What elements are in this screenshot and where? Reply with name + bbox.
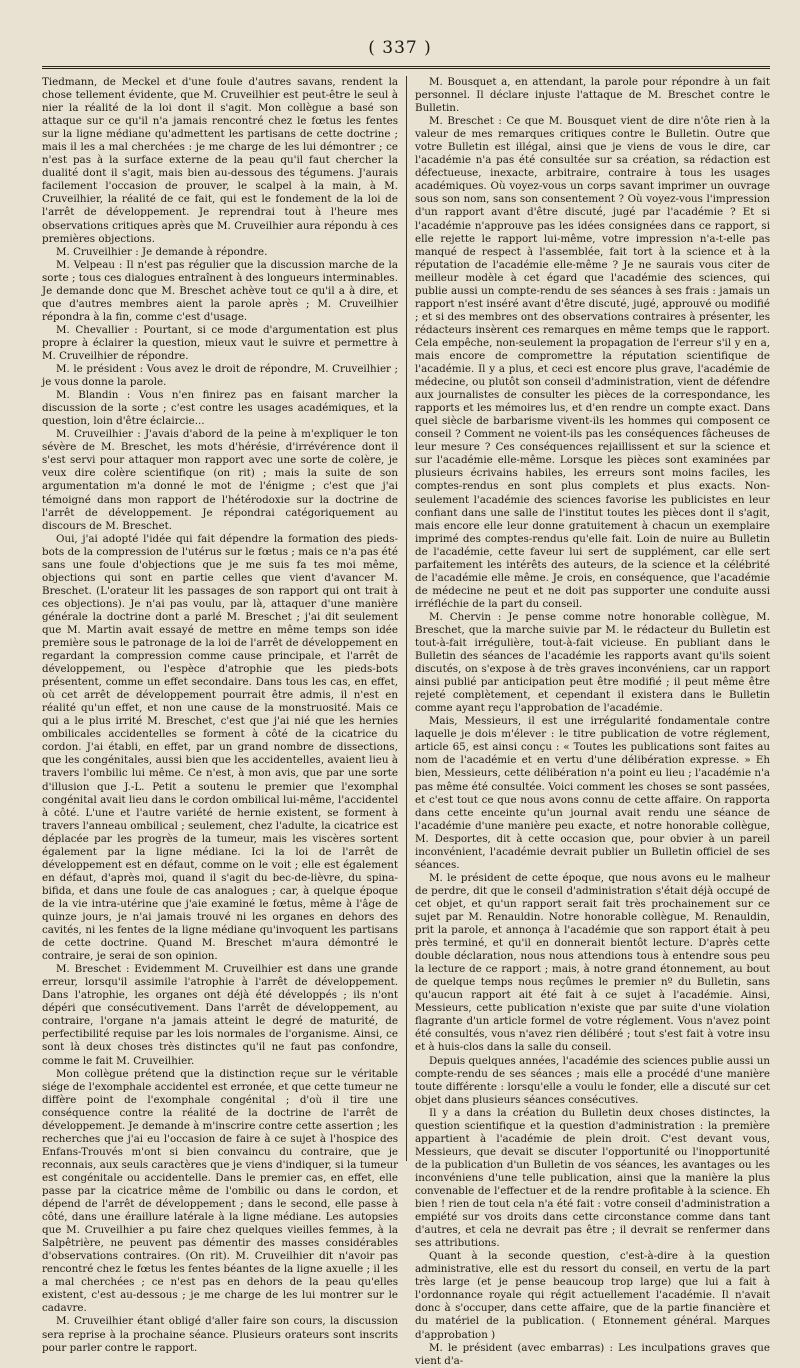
paragraph: Il y a dans la création du Bulletin deux choses distinctes, la question scientifique et la question d'administration : la première appartient à l'académie de plein droit. C'est devant vous, Messieurs, que devait se discuter l'opportunité ou l'inopportunité de la publication d'un Bulletin de vos séances, les avantages ou les inconvéniens d'une telle publication, ainsi que la manière la plus convenable de l'effectuer et de la rendre profitable à la science. Eh bien ! rien de tout cela n'a été fait : votre conseil d'administration a empiété sur vos droits dans cette circonstance comme dans tant d'autres, et cela ne devrait pas être ; il devrait se renfermer dans ses attributions. bbox=[415, 1106, 770, 1250]
paragraph: M. le président : Vous avez le droit de répondre, M. Cruveilhier ; je vous donne la parole. bbox=[42, 363, 398, 389]
paragraph: M. Velpeau : Il n'est pas régulier que la discussion marche de la sorte ; tous ces dialogues entraînent à des longueurs interminables. Je demande donc que M. Breschet achève tout ce qu'il a à dire, et que d'autres membres aient la parole après ; M. Cruveilhier répondra à la fin, comme c'est d'usage. bbox=[42, 258, 398, 323]
paragraph: Quant à la seconde question, c'est-à-dire à la question administrative, elle est du ressort du conseil, en vertu de la part très large (et je pense beaucoup trop large) que lui a fait à l'ordonnance royale qui régit actuellement l'académie. Il n'avait donc à s'occuper, dans cette affaire, que de la partie financière et du matériel de la publication. ( Etonnement général. Marques d'approbation ) bbox=[415, 1250, 770, 1341]
paragraph: M. Cruveilhier : Je demande à répondre. bbox=[56, 245, 268, 258]
paragraph: Tiedmann, de Meckel et d'une foule d'autres savans, rendent la chose tellement évidente, que M. Cruveilhier est peut-être le seul à nier la réalité de la loi dont il s'agit. Mon collègue a basé son attaque sur ce qu'il n'a jamais rencontré chez le fœtus les fentes sur la ligne médiane qu'admettent les partisans de cette doctrine ; mais il les a mal cherchées : je me charge de les lui démontrer ; ce n'est pas à la surface externe de la peau qu'il faut chercher la dualité dont il s'agit, mais bien au-dessous des tégumens. J'aurais facilement l'occasion de prouver, le scalpel à la main, à M. Cruveilhier, la réalité de ce fait, qui est le fondement de la loi de l'arrêt de développement. Je reprendrai tout à l'heure mes observations critiques après que M. Cruveilhier aura répondu à ces premières objections. bbox=[42, 76, 398, 245]
paragraph: M. Bousquet a, en attendant, la parole pour répondre à un fait personnel. Il déclare injuste l'attaque de M. Breschet contre le Bulletin. bbox=[415, 76, 770, 115]
paragraph: M. Breschet : Evidemment M. Cruveilhier est dans une grande erreur, lorsqu'il assimile l'atrophie à l'arrêt de développement. Dans l'atrophie, les organes ont déjà été développés ; ils n'ont dépéri que consécutivement. Dans l'arrêt de développement, au contraire, l'organe n'a jamais atteint le degré de maturité, de perfectibilité requise par les lois normales de l'organisme. Ainsi, ce sont là deux choses très distinctes qu'il ne faut pas confondre, comme le fait M. Cruveilhier. bbox=[42, 963, 398, 1067]
paragraph: Mon collègue prétend que la distinction reçue sur le véritable siége de l'exomphale accidentel est erronée, et que cette tumeur ne diffère point de l'exomphale congénital ; d'où il tire une conséquence contre la réalité de la doctrine de l'arrêt de développement. Je demande à m'inscrire contre cette assertion ; les recherches que j'ai eu l'occasion de faire à ce sujet à l'hospice des Enfans-Trouvés m'ont si bien convaincu du contraire, que je reconnais, aux seuls caractères que je viens d'indiquer, si la tumeur est congénitale ou accidentelle. Dans le premier cas, en effet, elle passe par la cicatrice même de l'ombilic ou dans le cordon, et dépend de l'arrêt de développement ; dans le second, elle passe à côté, dans une éraillure latérale à la ligne médiane. Les autopsies que M. Cruveilhier a pu faire chez quelques vieilles femmes, à la Salpêtrière, ne peuvent pas démentir des masses considérables d'observations contraires. (On rit). M. Cruveilhier dit n'avoir pas rencontré chez le fœtus les fentes béantes de la ligne axuelle ; il les a mal cherchées ; ce n'est pas en dehors de la peau qu'elles existent, c'est au-dessous ; je me charge de les lui montrer sur le cadavre. bbox=[42, 1067, 398, 1315]
header-rule bbox=[42, 66, 770, 69]
paragraph: M. Cruveilhier étant obligé d'aller faire son cours, la discussion sera reprise à la prochaine séance. Plusieurs orateurs sont inscrits pour parler contre le rapport. bbox=[42, 1315, 398, 1354]
paragraph: M. le président de cette époque, que nous avons eu le malheur de perdre, dit que le conseil d'administration s'était déjà occupé de cet objet, et qu'un rapport serait fait très prochainement sur ce sujet par M. Renauldin. Notre honorable collègue, M. Renauldin, prit la parole, et annonça à l'académie que son rapport était à peu près terminé, et qu'il en donnerait bientôt lecture. D'après cette double déclaration, nous nous attendions tous à entendre sous peu la lecture de ce rapport ; mais, à notre grand étonnement, au bout de quelque temps nous reçûmes le premier nº du Bulletin, sans qu'aucun rapport ait été fait à ce sujet à l'académie. Ainsi, Messieurs, cette publication n'existe que par suite d'une violation flagrante d'un article formel de votre réglement. Vous n'avez point été consultés, vous n'avez rien délibéré ; tout s'est fait à votre insu et à huis-clos dans la salle du conseil. bbox=[415, 871, 770, 1054]
paragraph: Oui, j'ai adopté l'idée qui fait dépendre la formation des pieds-bots de la compression de l'utérus sur le fœtus ; mais ce n'a pas été sans une foule d'objections que je me suis fa tes moi même, objections qui sont en partie celles que vient d'avancer M. Breschet. (L'orateur lit les passages de son rapport qui ont trait à ces objections). Je n'ai pas voulu, par là, attaquer d'une manière générale la doctrine dont a parlé M. Breschet ; j'ai dit seulement que M. Martin avait essayé de mettre en même temps son idée première sous le patronage de la loi de l'arrêt de développement en regardant la compression comme cause principale, et l'arrêt de développement, ou l'espèce d'atrophie que les pieds-bots présentent, comme un effet secondaire. Dans tous les cas, en effet, où cet arrêt de développement pourrait être admis, il n'est en réalité qu'un effet, et non une cause de la monstruosité. Mais ce qui a le plus irrité M. Breschet, c'est que j'ai nié que les hernies ombilicales accidentelles se forment à côté de la cicatrice du cordon. J'ai établi, en effet, par un grand nombre de dissections, que les congénitales, aussi bien que les accidentelles, avaient lieu à travers l'ombilic lui même. Ce n'est, à mon avis, que par une sorte d'illusion que J.-L. Petit a soutenu le premier que l'exomphal congénital avait lieu dans le cordon ombilical lui-même, l'accidentel à côté. L'une et l'autre variété de hernie existent, se forment à travers l'anneau ombilical ; seulement, chez l'adulte, la cicatrice est déplacée par les progrès de la tumeur, mais les viscères sortent également par la ligne médiane. Ici la loi de l'arrêt de développement est en défaut, comme on le voit ; elle est également en défaut, d'après moi, quand il s'agit du bec-de-lièvre, du spina-bifida, et dans une foule de cas analogues ; car, à quelque époque de la vie intra-utérine que j'aie examiné le fœtus, même à l'âge de quinze jours, je n'ai jamais trouvé ni les organes en dehors des cavités, ni les fentes de la ligne médiane qu'invoquent les partisans de cette doctrine. Quand M. Breschet m'aura démontré le contraire, je serai de son opinion. bbox=[42, 532, 398, 963]
paragraph: M. Breschet : Ce que M. Bousquet vient de dire n'ôte rien à la valeur de mes remarques critiques contre le Bulletin. Outre que votre Bulletin est illégal, ainsi que je viens de vous le dire, car l'académie n'a pas été consultée sur sa création, sa rédaction est défectueuse, inexacte, arbitraire, contraire à tous les usages académiques. Où voyez-vous un corps savant imprimer un ouvrage sous son nom, sans son consentement ? Où voyez-vous l'impression d'un rapport avant d'être discuté, jugé par l'académie ? Et si l'académie n'approuve pas les idées consignées dans ce rapport, si elle rejette le rapport lui-même, votre impression n'a-t-elle pas manqué de respect à l'assemblée, fait tort à la science et à la réputation de l'académie elle-même ? Je ne saurais vous citer de meilleur modèle à cet égard que l'académie des sciences, qui publie aussi un compte-rendu de ses séances à ses frais : jamais un rapport n'est inséré avant d'être discuté, jugé, approuvé ou modifié ; et si des membres ont des observations contraires à présenter, les rédacteurs insèrent ces remarques en même temps que le rapport. Cela empêche, non-seulement la propagation de l'erreur s'il y en a, mais encore de compromettre la réputation scientifique de l'académie. Il y a plus, et ceci est encore plus grave, l'académie de médecine, ou plutôt son conseil d'administration, vient de défendre aux journalistes de consulter les pièces de la correspondance, les rapports et les mémoires lus, et d'en rendre un compte exact. Dans quel siècle de barbarisme vivent-ils les hommes qui composent ce conseil ? Comment ne voient-ils pas les conséquences fâcheuses de leur mesure ? Ces conséquences rejaillissent et sur la science et sur l'académie elle-même. Lorsque les pièces sont examinées par plusieurs écrivains habiles, les erreurs sont moins faciles, les comptes-rendus en sont plus complets et plus exacts. Non-seulement l'académie des sciences favorise les publicistes en leur confiant dans une salle de l'institut toutes les pièces dont il s'agit, mais encore elle leur donne gratuitement à chacun un exemplaire imprimé des comptes-rendus qu'elle fait. Loin de nuire au Bulletin de l'académie, cette faveur lui sert de supplément, car elle sert parfaitement les intérêts des auteurs, de la science et la célébrité de l'académie elle même. Je crois, en conséquence, que l'académie de médecine ne peut et ne doit pas supporter une conduite aussi irréfléchie de la part du conseil. bbox=[415, 115, 770, 610]
paragraph: M. le président (avec embarras) : Les inculpations graves que vient d'a- bbox=[415, 1341, 770, 1367]
paragraph: Mais, Messieurs, il est une irrégularité fondamentale contre laquelle je dois m'élever : le titre publication de votre réglement, article 65, est ainsi conçu : « Toutes les publications sont faites au nom de l'académie et en vertu d'une délibération expresse. » Eh bien, Messieurs, cette délibération n'a point eu lieu ; l'académie n'a pas même été consultée. Voici comment les choses se sont passées, et c'est tout ce que nous avons connu de cette affaire. On rapporta dans cette enceinte qu'un journal avait rendu une séance de l'académie d'une manière peu exacte, et notre honorable collègue, M. Desportes, dit à cette occasion que, pour obvier à un pareil inconvénient, l'académie devrait publier un Bulletin officiel de ses séances. bbox=[415, 715, 770, 871]
paragraph: M. Blandin : Vous n'en finirez pas en faisant marcher la discussion de la sorte ; c'est contre les usages académiques, et la question, loin d'être éclaircie... bbox=[42, 389, 398, 428]
page-number: ( 337 ) bbox=[368, 38, 432, 58]
paragraph: Depuis quelques années, l'académie des sciences publie aussi un compte-rendu de ses séances ; mais elle a procédé d'une manière toute différente : lorsqu'elle a voulu le fonder, elle a discuté sur cet objet dans plusieurs séances consécutives. bbox=[415, 1054, 770, 1106]
left-column bbox=[42, 76, 406, 1354]
paragraph: M. Cruveilhier : J'avais d'abord de la peine à m'expliquer le ton sévère de M. Breschet, les mots d'hérésie, d'irrévérence dont il s'est servi pour attaquer mon rapport avec une sorte de colère, je veux dire colère scientifique (on rit) ; mais la suite de son argumentation m'a donné le mot de l'énigme ; c'est que j'ai témoigné dans mon rapport de l'hétérodoxie sur la doctrine de l'arrêt de développement. Je répondrai catégoriquement au discours de M. Breschet. bbox=[42, 428, 398, 532]
paragraph: M. Chevallier : Pourtant, si ce mode d'argumentation est plus propre à éclairer la question, mieux vaut le suivre et permettre à M. Cruveilhier de répondre. bbox=[42, 323, 398, 362]
text-columns bbox=[42, 76, 770, 1367]
right-column bbox=[406, 76, 770, 1367]
paragraph: M. Chervin : Je pense comme notre honorable collègue, M. Breschet, que la marche suivie par M. le rédacteur du Bulletin est tout-à-fait irrégulière, tout-à-fait vicieuse. En publiant dans le Bulletin des séances de l'académie les rapports avant qu'ils soient discutés, on s'expose à de très graves inconvéniens, car un rapport ainsi publié par anticipation peut être modifié ; il peut même être rejeté complètement, et cependant il existera dans le Bulletin comme ayant reçu l'approbation de l'académie. bbox=[415, 610, 770, 715]
